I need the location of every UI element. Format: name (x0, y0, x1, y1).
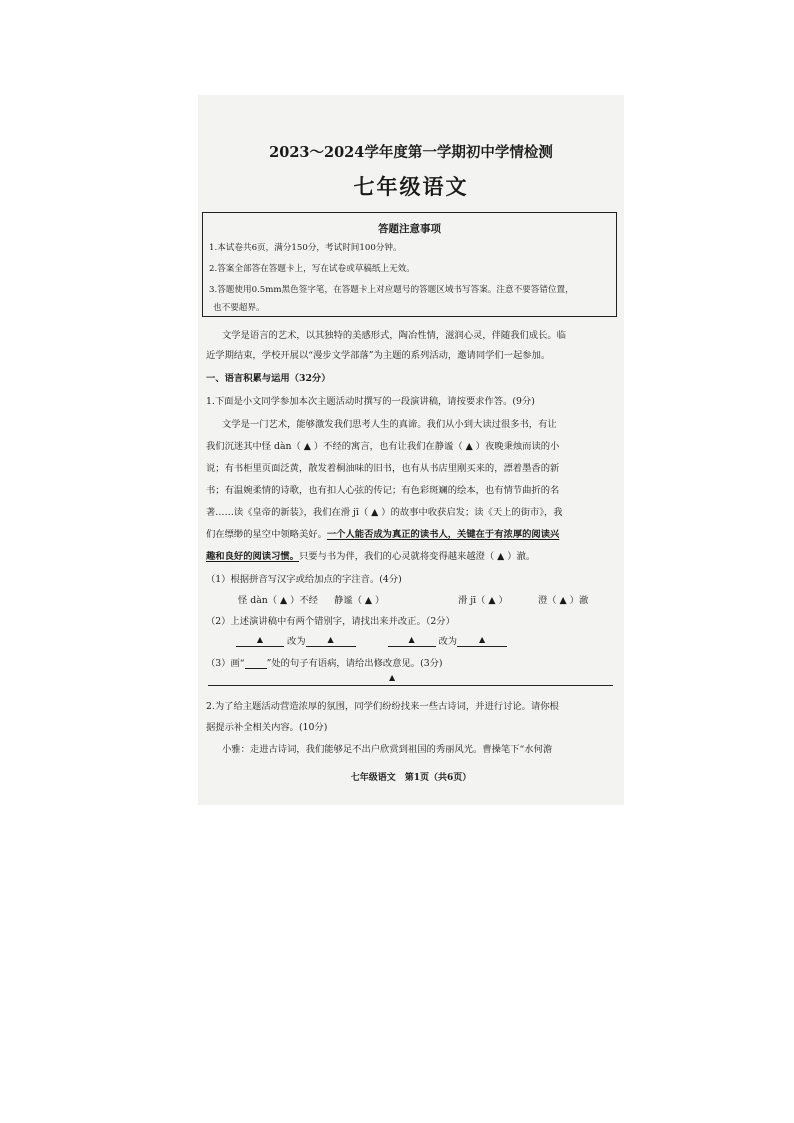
exam-page (198, 95, 624, 805)
sub-question-stem (206, 655, 443, 669)
exam-title: 2023～2024学年度第一学期初中学情检测 (269, 144, 553, 161)
answer-item: 怪 dàn（ ▲ ）不经 (238, 595, 318, 606)
intro-line: 近学期结束，学校开展以“漫步文学部落”为主题的系列活动，邀请同学们一起参加。 (206, 350, 551, 361)
sub-question-stem: （1）根据拼音写汉字或给加点的字注音。(4分) (206, 574, 402, 585)
notice-item: 也不要超界。 (213, 303, 265, 313)
passage-line: 著……读《皇帝的新装》，我们在滑 jī（ ▲ ）的故事中收获启发；读《天上的街市》，我 (206, 507, 563, 518)
passage-text: 们在缥缈的星空中领略美好。 (206, 529, 327, 540)
notice-item: 1.本试卷共6页，满分150分，考试时间100分钟。 (209, 243, 402, 253)
passage-line (206, 526, 559, 540)
answer-blank[interactable]: ▲ (306, 635, 356, 647)
change-label: 改为 (286, 636, 306, 647)
correction-row (236, 633, 507, 647)
dialogue-line: 小雅：走进古诗词，我们能够足不出户欣赏到祖国的秀丽风光。曹操笔下“水何澹 (222, 744, 553, 755)
question-stem: 据提示补全相关内容。(10分) (206, 722, 328, 733)
answer-blank[interactable]: ▲ (457, 635, 507, 647)
answer-item: 澄（ ▲ ）澈 (538, 595, 589, 606)
underlined-sentence: 趣和良好的阅读习惯。 (206, 551, 299, 562)
answer-item: 滑 jī（ ▲ ） (458, 595, 508, 606)
underlined-sentence: 一个人能否成为真正的读书人，关键在于有浓厚的阅读兴 (326, 529, 560, 540)
intro-line: 文学是语言的艺术，以其独特的美感形式，陶冶性情，滋润心灵，伴随我们成长。临 (222, 330, 566, 341)
notice-item: 2.答案全部答在答题卡上，写在试卷或草稿纸上无效。 (209, 264, 415, 274)
change-label: 改为 (438, 636, 458, 647)
question-stem: 1.下面是小文同学参加本次主题活动时撰写的一段演讲稿，请按要求作答。(9分) (206, 396, 535, 407)
answer-line[interactable] (208, 685, 613, 686)
passage-line (206, 548, 535, 562)
question-stem: 2.为了给主题活动营造浓厚的氛围，同学们纷纷找来一些古诗词，并进行讨论。请你根 (206, 701, 559, 712)
passage-text: 只要与书为伴，我们的心灵就将变得越来越澄（ ▲ ）澈。 (298, 551, 536, 562)
notice-heading: 答题注意事项 (378, 223, 441, 235)
answer-blank[interactable]: ▲ (388, 635, 436, 647)
answer-marker: ▲ (389, 673, 396, 682)
passage-line: 文学是一门艺术，能够激发我们思考人生的真谛。我们从小到大读过很多书，有让 (222, 419, 557, 430)
passage-line: 书；有温婉柔情的诗歌，也有扣人心弦的传记；有色彩斑斓的绘本，也有情节曲折的名 (206, 485, 560, 496)
passage-line: 说；有书柜里页面泛黄，散发着桐油味的旧书，也有从书店里刚买来的，漂着墨香的新 (206, 463, 560, 474)
underline-mark (245, 659, 267, 669)
subject-title: 七年级语文 (353, 174, 469, 199)
answer-item: 静谧（ ▲ ） (334, 595, 385, 606)
answer-blank[interactable]: ▲ (236, 635, 284, 647)
sub-question-stem: （2）上述演讲稿中有两个错别字，请找出来并改正。（2分） (206, 616, 455, 627)
page-footer: 七年级语文 第1页（共6页） (350, 773, 472, 783)
notice-item: 3.答题使用0.5mm黑色签字笔，在答题卡上对应题号的答题区域书写答案。注意不要答错位置， (209, 285, 574, 295)
section-heading: 一、语言积累与运用（32分） (206, 373, 331, 384)
notice-box (202, 212, 617, 317)
stem-part: （3）画“ (206, 658, 245, 669)
passage-line: 我们沉迷其中怪 dàn（ ▲ ）不经的寓言，也有让我们在静谧（ ▲ ）夜晚秉烛而读的小 (206, 441, 560, 452)
stem-part: ”处的句子有语病，请给出修改意见。(3分) (266, 658, 443, 669)
